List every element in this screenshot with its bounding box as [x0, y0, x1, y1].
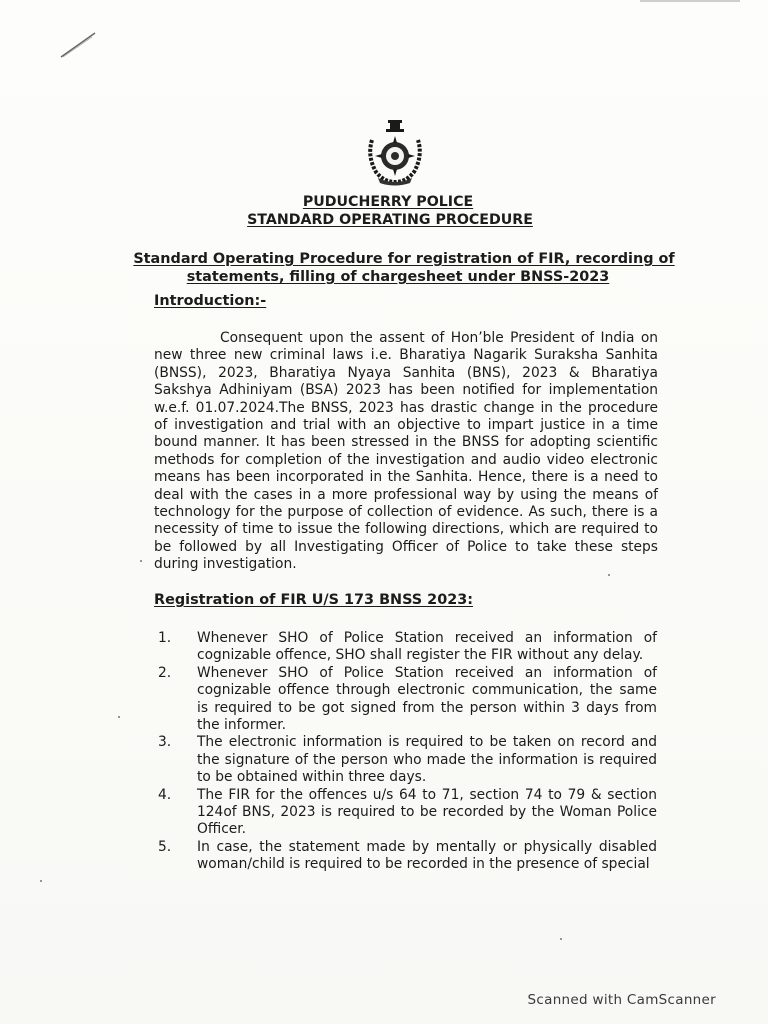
list-item-number: 4.: [158, 786, 172, 803]
list-item-number: 3.: [158, 734, 172, 751]
list-item: [0, 630, 768, 665]
registration-steps-list: [0, 630, 768, 874]
list-item: [0, 839, 768, 874]
list-item: [0, 665, 768, 735]
scan-speck: [118, 716, 120, 718]
list-item: [0, 734, 768, 786]
list-item-text: Whenever SHO of Police Station received an information of cognizable offence through electronic communication, the same is required to be got signed from the person within 3 days from the informer.: [197, 664, 657, 734]
list-item-number: 2.: [158, 664, 172, 681]
pencil-stroke-icon: [58, 30, 98, 60]
list-item-text: The FIR for the offences u/s 64 to 71, section 74 to 79 & section 124of BNS, 2023 is required to be recorded by the Woman Police Officer.: [197, 786, 657, 838]
scan-speck: [560, 938, 562, 940]
scan-speck: [608, 574, 610, 576]
list-item-text: Whenever SHO of Police Station received an information of cognizable offence, SHO shall register the FIR without any delay.: [197, 630, 657, 664]
list-item-number: 1.: [158, 630, 172, 646]
introduction-paragraph: Consequent upon the assent of Hon’ble President of India on new three new criminal laws i.e. Bharatiya Nagarik Suraksha Sanhita (BNSS), 2023, Bharatiya Nyaya Sanhita (BNS), 2023 & Bharatiya Sakshya Adhiniyam (BSA) 2023 has been notified for implementation w.e.f. 01.07.2024.The BNSS, 2023 has drastic change in the procedure of investigation and trial with an objective to impart justice in a time bound manner. It has been stressed in the BNSS for adopting scientific methods for completion of the investigation and audio video electronic means has been incorporated in the Sanhita. Hence, there is a need to deal with the cases in a more professional way by using the means of technology for the purpose of collection of evidence. As such, there is a necessity of time to issue the following directions, which are required to be followed by all Investigating Officer of Police to take these steps during investigation.: [154, 330, 658, 573]
introduction-heading: Introduction:-: [154, 293, 267, 309]
police-emblem-icon: [364, 116, 426, 186]
list-item-number: 5.: [158, 838, 172, 855]
top-edge-line: [640, 0, 740, 2]
scanner-watermark: Scanned with CamScanner: [527, 992, 716, 1008]
sop-title-line-1: Standard Operating Procedure for registration of FIR, recording of: [133, 251, 675, 267]
document-type-title: STANDARD OPERATING PROCEDURE: [247, 212, 533, 228]
scan-speck: [40, 880, 42, 882]
list-item-text: The electronic information is required to be taken on record and the signature of the person who made the information is required to be obtained within three days.: [197, 734, 657, 786]
sop-title-line-2: statements, filling of chargesheet under BNSS-2023: [186, 269, 610, 285]
scan-speck: [140, 560, 142, 562]
organization-title: PUDUCHERRY POLICE: [302, 194, 474, 210]
list-item-text: In case, the statement made by mentally or physically disabled woman/child is required to be recorded in the presence of special: [197, 838, 657, 873]
registration-heading: Registration of FIR U/S 173 BNSS 2023:: [154, 592, 473, 608]
list-item: [0, 787, 768, 839]
